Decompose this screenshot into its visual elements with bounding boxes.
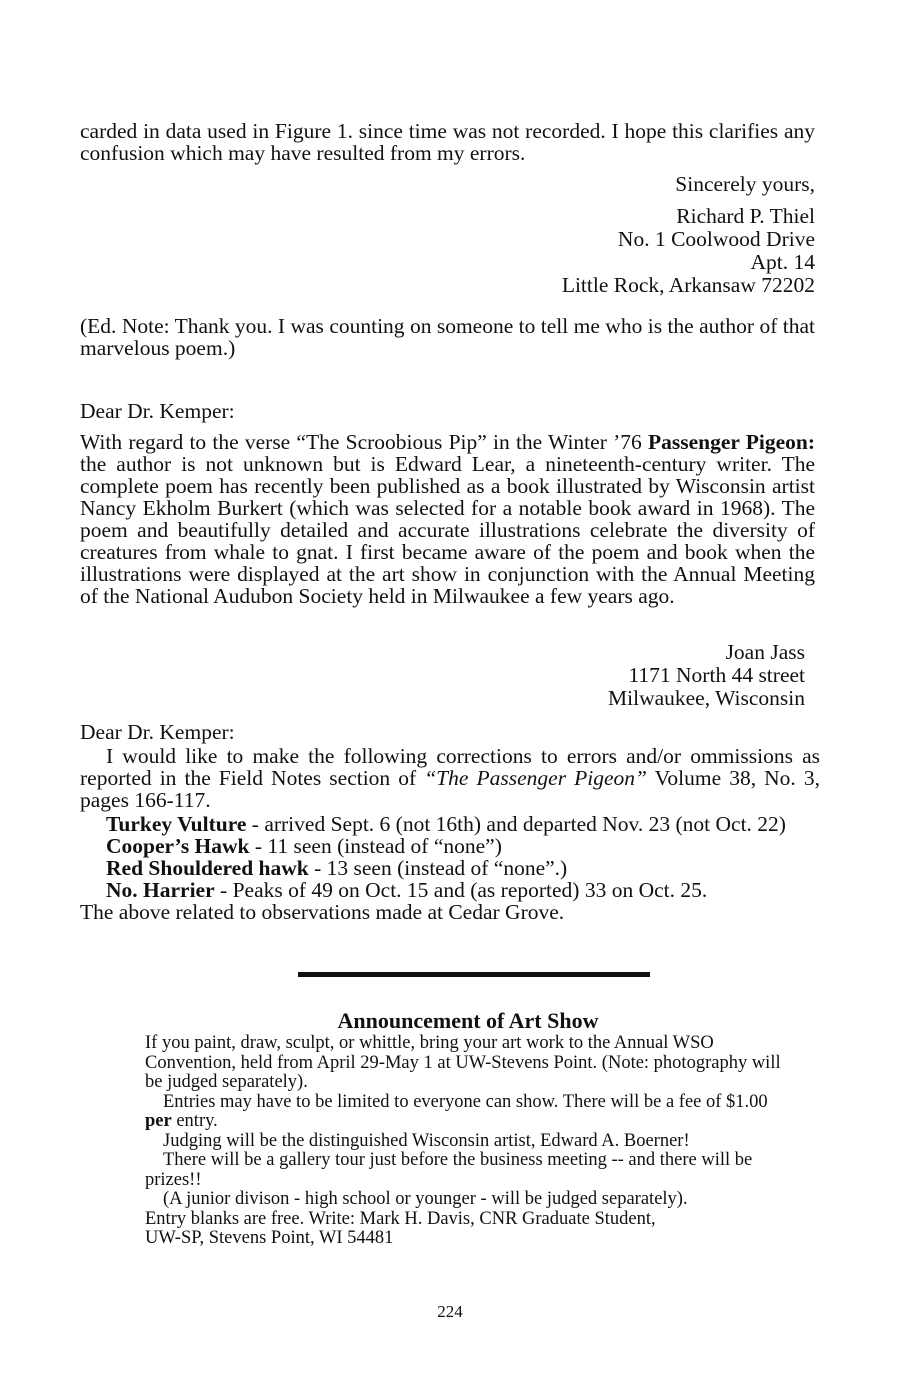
correction-item (80, 879, 820, 901)
art-show-paragraph: UW-SP, Stevens Point, WI 54481 (145, 1228, 394, 1248)
art-show-text: entry. (171, 1111, 218, 1131)
signature-line: Joan Jass (725, 640, 805, 664)
art-show-text: Entries may have to be limited to everyone can show. There will be a fee of $1.00 (163, 1091, 768, 1112)
corrections-list (80, 813, 820, 923)
correction-item (80, 813, 820, 835)
art-show-paragraph (145, 1093, 797, 1132)
species-name: Cooper’s Hawk (106, 834, 250, 858)
art-show-paragraph: If you paint, draw, sculpt, or whittle, bring your art work to the Annual WSO Convention, held from April 29-May 1 at UW-Stevens Point. (Note: photography will be judged separately). (145, 1033, 781, 1092)
species-name: No. Harrier (106, 878, 215, 902)
emphasis-text: per (145, 1111, 172, 1131)
art-show-paragraph: There will be a gallery tour just before the business meeting -- and there will be prizes!! (145, 1150, 753, 1190)
publication-name: “The Passenger Pigeon” (424, 766, 647, 790)
art-show-paragraph: Entry blanks are free. Write: Mark H. Davis, CNR Graduate Student, (145, 1208, 656, 1229)
letter3-text: Volume 38, No. 3, pages 166-117. (80, 766, 820, 812)
signature-line: No. 1 Coolwood Drive (617, 227, 815, 251)
correction-text: - 13 seen (instead of “none”.) (308, 856, 568, 880)
letter1-closing-paragraph: carded in data used in Figure 1. since time was not recorded. I hope this clarifies any confusion which may have resulted from my errors. (80, 119, 815, 165)
letter2-text: With regard to the verse “The Scroobious Pip” in the Winter ’76 (80, 430, 648, 454)
letter2-salutation: Dear Dr. Kemper: (80, 399, 235, 423)
art-show-announcement (145, 1008, 797, 1249)
signature-line: 1171 North 44 street (628, 663, 805, 687)
signature-line: Apt. 14 (750, 250, 815, 274)
letter3-text: I would like to make the following corrections to errors and/or ommissions as reported in the Field Notes section of (80, 744, 820, 790)
letter3-intro (80, 745, 820, 811)
art-show-paragraph: Judging will be the distinguished Wisconsin artist, Edward A. Boerner! (163, 1130, 690, 1151)
letter2-text: the author is not unknown but is Edward Lear, a nineteenth-century writer. The complete poem has recently been published as a book illustrated by Wisconsin artist Nancy Ekholm Burkert (which was selected for a notable book award in 1968). The poem and beautifully detailed and accurate illustrations celebrate the diversity of creatures from whale to gnat. I first became aware of the poem and book when the illustrations were displayed at the art show in conjunction with the Annual Meeting of the National Audubon Society held in Milwaukee a few years ago. (80, 452, 815, 608)
letter2-body (80, 431, 815, 607)
letter1-sign-off: Sincerely yours, (675, 172, 815, 196)
section-divider (298, 972, 650, 977)
letter2-signature (80, 641, 805, 710)
correction-text: - arrived Sept. 6 (not 16th) and departed Nov. 23 (not Oct. 22) (246, 812, 786, 836)
signature-line: Little Rock, Arkansaw 72202 (561, 273, 815, 297)
page-number: 224 (437, 1302, 463, 1321)
correction-text: - Peaks of 49 on Oct. 15 and (as reported) 33 on Oct. 25. (214, 878, 708, 902)
art-show-title: Announcement of Art Show (337, 1008, 599, 1033)
letter3-closing: The above related to observations made at Cedar Grove. (80, 900, 565, 924)
letter3-salutation: Dear Dr. Kemper: (80, 720, 235, 744)
correction-item (80, 835, 820, 857)
correction-item (80, 857, 820, 879)
signature-line: Richard P. Thiel (676, 204, 815, 228)
species-name: Red Shouldered hawk (106, 856, 309, 880)
editor-note: (Ed. Note: Thank you. I was counting on someone to tell me who is the author of that marvelous poem.) (80, 314, 815, 360)
species-name: Turkey Vulture (106, 812, 247, 836)
art-show-paragraph: (A junior divison - high school or younger - will be judged separately). (163, 1189, 688, 1209)
correction-text: - 11 seen (instead of “none”) (249, 834, 502, 858)
publication-name: Passenger Pigeon: (647, 430, 815, 454)
signature-line: Milwaukee, Wisconsin (608, 686, 805, 710)
letter1-signature (80, 205, 815, 297)
